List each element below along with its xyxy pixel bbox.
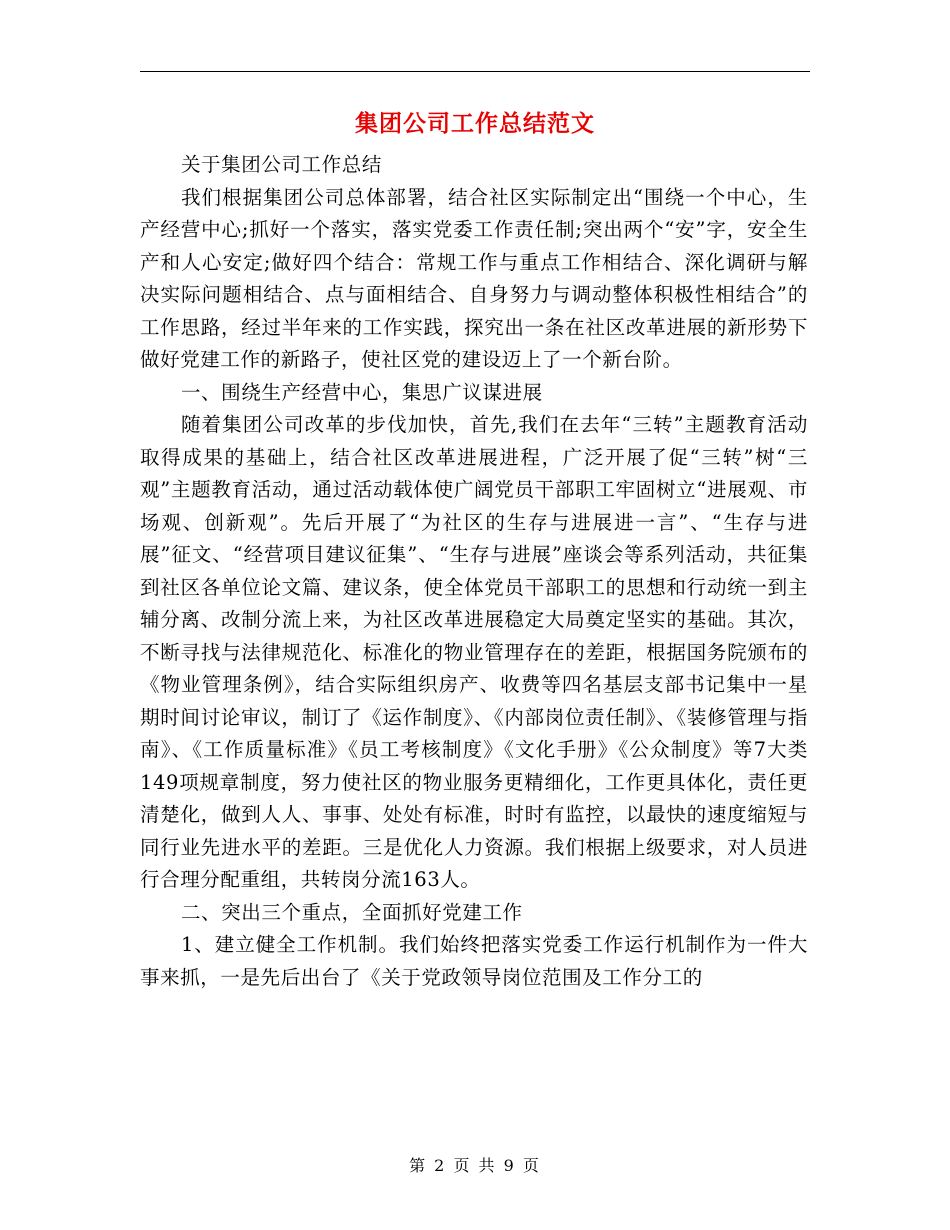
section-heading: 一、围绕生产经营中心，集思广议谋进展 — [180, 380, 543, 404]
paragraph: 随着集团公司改革的步伐加快，首先,我们在去年“三转”主题教育活动取得成果的基础上，结合社区改革进展进程，广泛开展了促“三转”树“三观”主题教育活动，通过活动载体使广阔党员干部职工牢固树立“进展观、市场观、创新观”。先后开展了“为社区的生存与进展进一言”、“生存与进展”征文、“经营项目建议征集”、“生存与进展”座谈会等系列活动，共征集到社区各单位论文篇、建议条，使全体党员干部职工的思想和行动统一到主辅分离、改制分流上来，为社区改革进展稳定大局奠定坚实的基础。其次，不断寻找与法律规范化、标准化的物业管理存在的差距，根据国务院颁布的《物业管理条例》，结合实际组织房产、收费等四名基层支部书记集中一星期时间讨论审议，制订了《运作制度》、《内部岗位责任制》、《装修管理与指南》、《工作质量标准》《员工考核制度》《文化手册》《公众制度》等7大类149项规章制度，努力使社区的物业服务更精细化，工作更具体化，责任更清楚化，做到人人、事事、处处有标准，时时有监控，以最快的速度缩短与同行业先进水平的差距。三是优化人力资源。我们根据上级要求，对人员进行合理分配重组，共转岗分流163人。 — [140, 413, 808, 891]
document-body — [140, 149, 808, 994]
header-rule — [140, 71, 810, 72]
section-heading: 二、突出三个重点，全面抓好党建工作 — [180, 900, 523, 924]
document-title: 集团公司工作总结范文 — [355, 110, 595, 137]
page-number: 第 2 页 共 9 页 — [409, 1156, 541, 1175]
paragraph: 我们根据集团公司总体部署，结合社区实际制定出“围绕一个中心，生产经营中心;抓好一个落实，落实党委工作责任制;突出两个“安”字，安全生产和人心安定;做好四个结合：常规工作与重点工作相结合、深化调研与解决实际问题相结合、点与面相结合、自身努力与调动整体积极性相结合”的工作思路，经过半年来的工作实践，探究出一条在社区改革进展的新形势下做好党建工作的新路子，使社区党的建设迈上了一个新台阶。 — [140, 185, 808, 371]
paragraph: 1、建立健全工作机制。我们始终把落实党委工作运行机制作为一件大事来抓，一是先后出台了《关于党政领导岗位范围及工作分工的 — [140, 933, 808, 989]
paragraph-subtitle: 关于集团公司工作总结 — [180, 153, 382, 176]
